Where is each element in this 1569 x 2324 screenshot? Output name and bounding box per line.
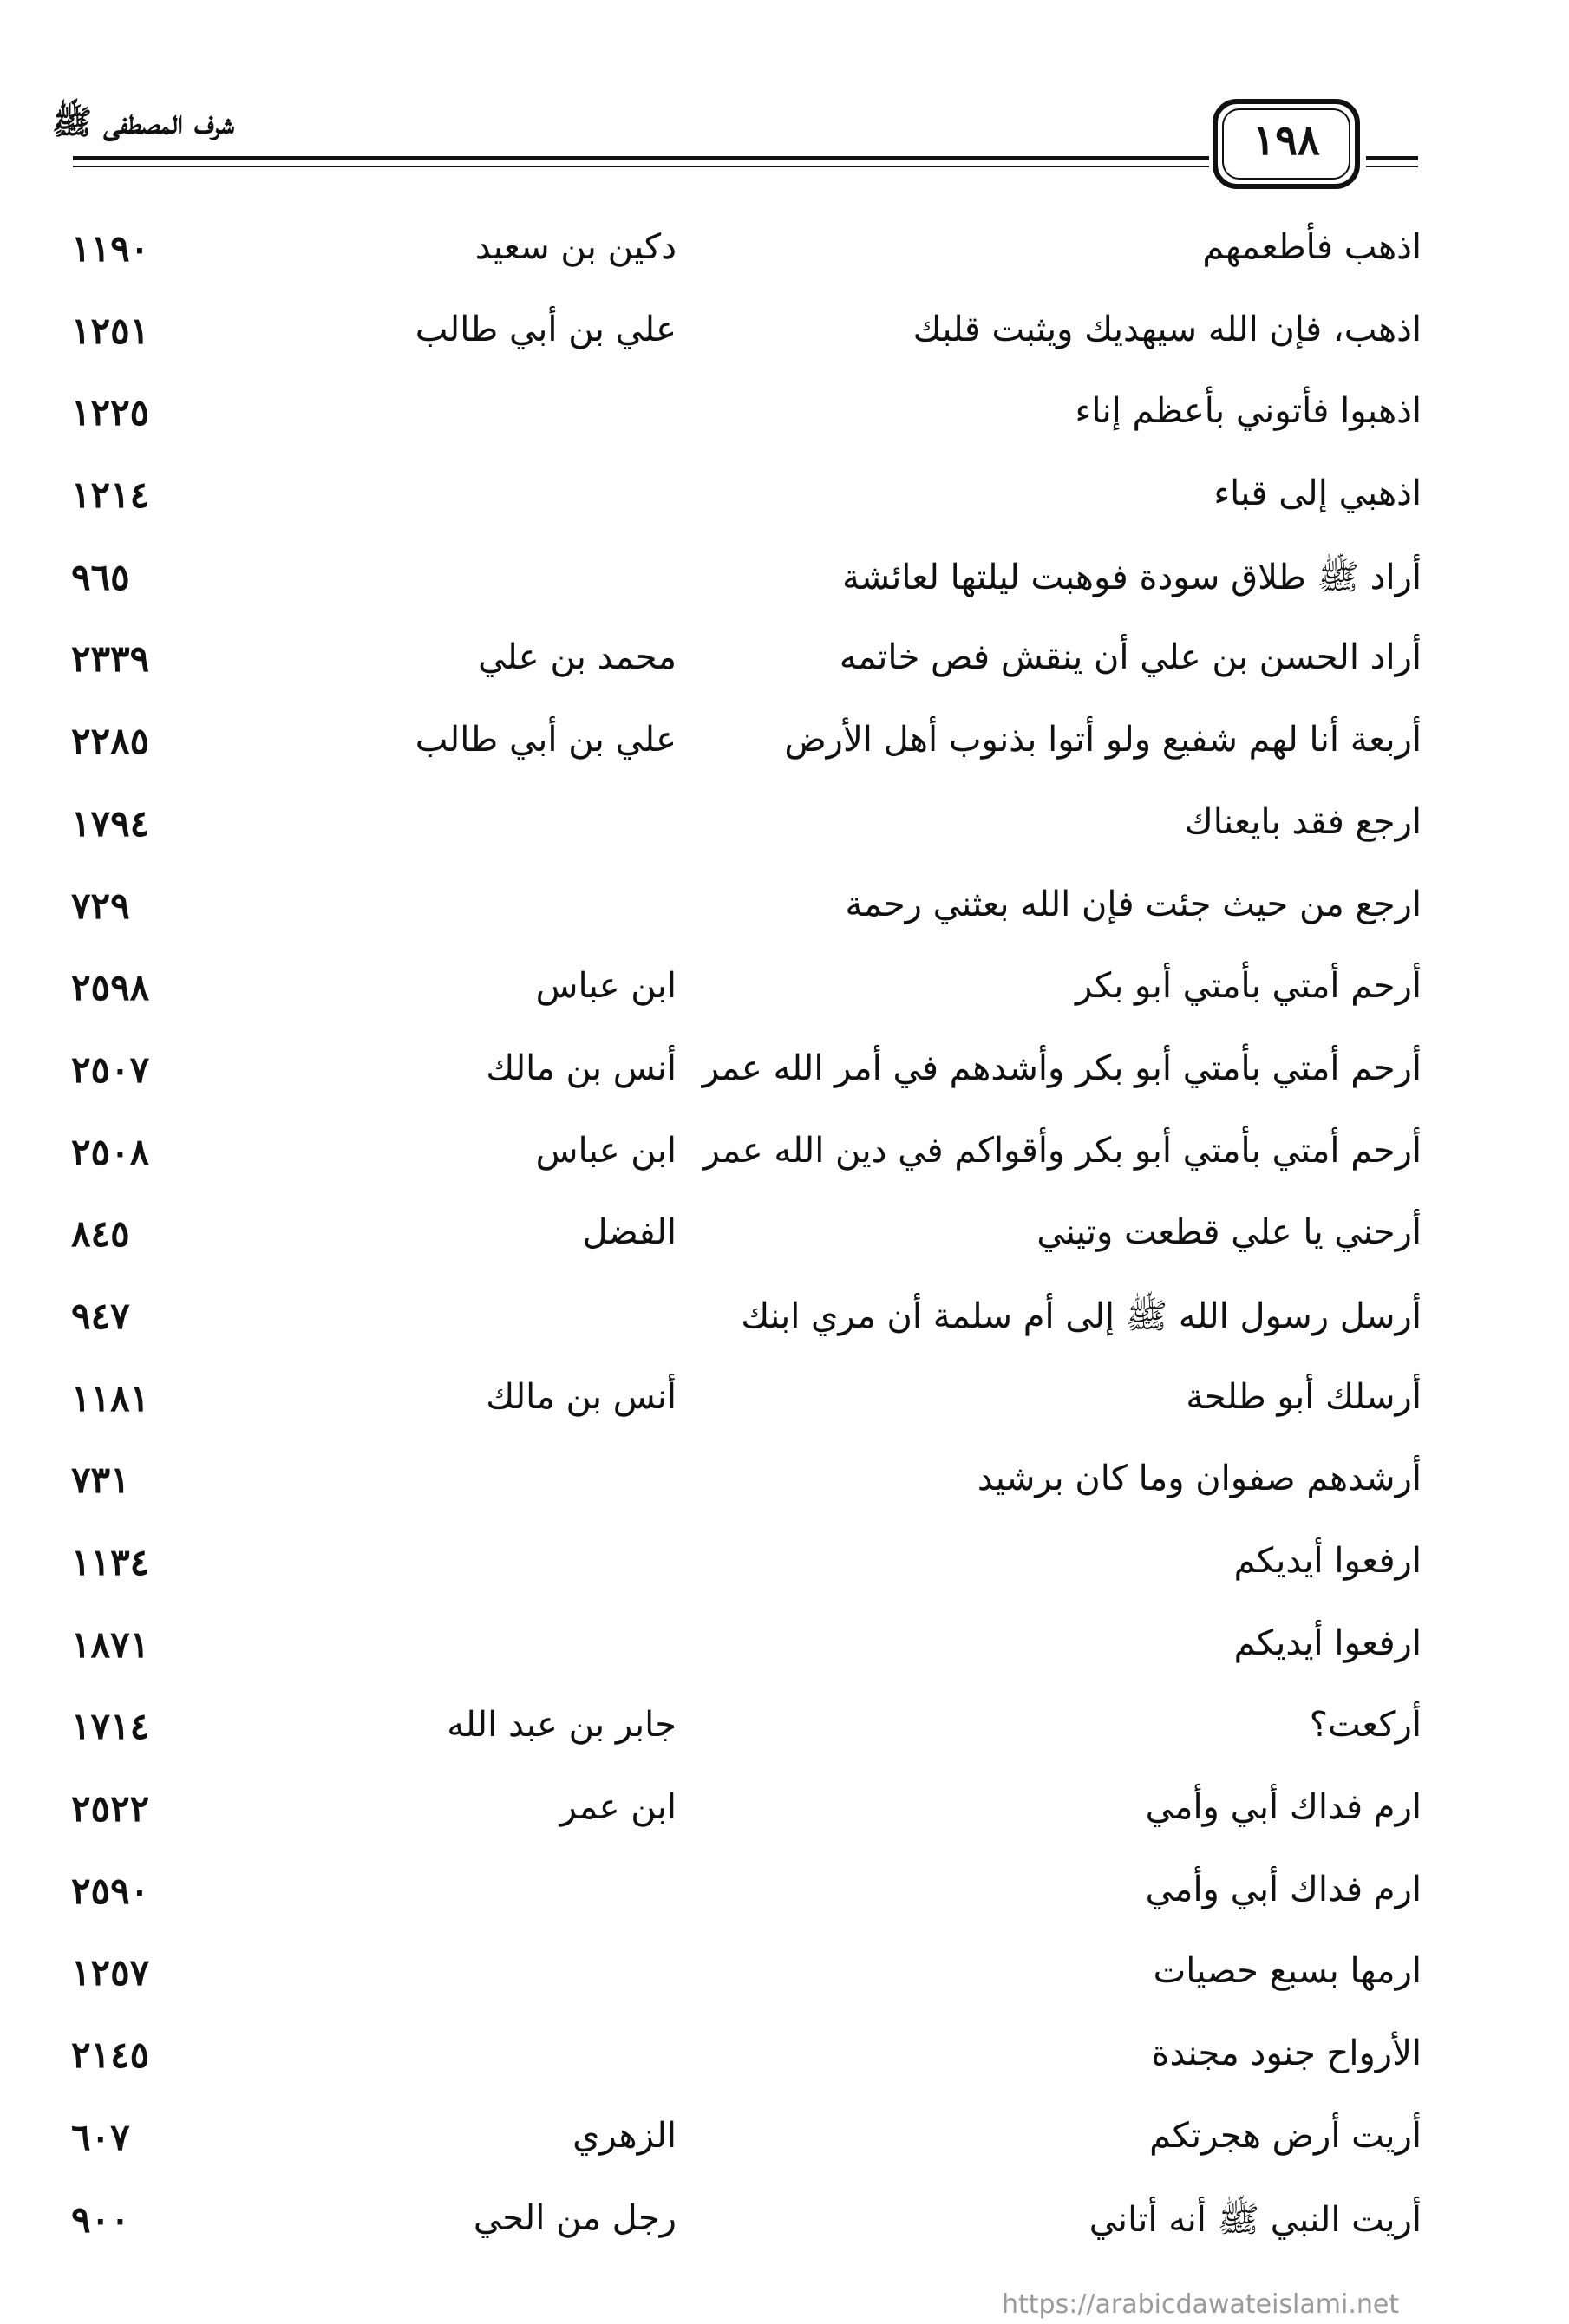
index-entry [0, 1611, 1569, 1694]
narrator: دكين بن سعيد [474, 227, 677, 267]
page-number-frame [1213, 99, 1360, 189]
hadith-text: اذهبي إلى قباء [1213, 473, 1422, 514]
narrator: علي بن أبي طالب [415, 720, 677, 761]
hadith-text: ارفعوا أيديكم [1233, 1622, 1422, 1663]
narrator: رجل من الحي [473, 2197, 677, 2238]
narrator: ابن عمر [559, 1787, 677, 1828]
hadith-number: ١٢١٤ [71, 473, 150, 517]
index-entry [0, 1857, 1569, 1940]
hadith-text: أريت أرض هجرتكم [1149, 2115, 1422, 2156]
header-rule [73, 156, 1209, 160]
index-entry [0, 1529, 1569, 1611]
index-entry [0, 1200, 1569, 1283]
hadith-text: ارجع من حيث جئت فإن الله بعثني رحمة [845, 884, 1422, 924]
index-entry [0, 1365, 1569, 1447]
narrator: جابر بن عبد الله [447, 1705, 677, 1746]
narrator: الزهري [572, 2115, 677, 2156]
index-entry [0, 1283, 1569, 1365]
hadith-number: ١٢٢٥ [71, 391, 150, 434]
index-entry [0, 2021, 1569, 2104]
hadith-number: ٦٠٧ [71, 2115, 130, 2158]
hadith-text: أرسلك أبو طلحة [1186, 1376, 1422, 1417]
hadith-text: ارم فداك أبي وأمي [1145, 1787, 1422, 1828]
hadith-number: ١١٨١ [71, 1376, 150, 1420]
hadith-text: ارم فداك أبي وأمي [1145, 1869, 1422, 1909]
header-rule [1366, 166, 1418, 167]
narrator: ابن عباس [535, 966, 677, 1007]
hadith-text: أراد ﷺ طلاق سودة فوهبت ليلتها لعائشة [841, 557, 1422, 597]
narrator: ابن عباس [535, 1130, 677, 1171]
hadith-text: أرحم أمتي بأمتي أبو بكر [1075, 966, 1422, 1007]
hadith-number: ٩٠٠ [71, 2197, 130, 2241]
hadith-number: ٧٣١ [71, 1459, 130, 1502]
hadith-text: اذهبوا فأتوني بأعظم إناء [1075, 391, 1422, 432]
hadith-text: الأرواح جنود مجندة [1151, 2034, 1422, 2074]
hadith-number: ٧٢٩ [71, 884, 130, 927]
hadith-number: ٢٥٠٨ [71, 1130, 150, 1173]
hadith-number: ١٨٧١ [71, 1622, 150, 1666]
narrator: الفضل [582, 1212, 677, 1253]
hadith-index-list [0, 215, 1569, 2268]
hadith-text: ارجع فقد بايعناك [1184, 801, 1422, 842]
index-entry [0, 1775, 1569, 1857]
index-entry [0, 544, 1569, 626]
hadith-text: أراد الحسن بن علي أن ينقش فص خاتمه [839, 637, 1422, 678]
index-entry [0, 1693, 1569, 1775]
header-rule [73, 166, 1209, 167]
hadith-text: اذهب فأطعمهم [1202, 227, 1422, 267]
narrator: علي بن أبي طالب [415, 309, 677, 349]
watermark-url: https://arabicdawateislami.net [1002, 2289, 1400, 2320]
book-title: شرف المصطفى ﷺ [52, 102, 234, 141]
hadith-number: ٢٢٨٥ [71, 720, 150, 763]
index-entry [0, 625, 1569, 708]
hadith-text: أرحم أمتي بأمتي أبو بكر وأقواكم في دين الله عمر [703, 1130, 1422, 1171]
index-entry [0, 1036, 1569, 1119]
index-entry [0, 215, 1569, 297]
hadith-number: ١١٩٠ [71, 227, 150, 270]
hadith-number: ٨٤٥ [71, 1212, 130, 1256]
hadith-text: أربعة أنا لهم شفيع ولو أتوا بذنوب أهل الأرض [784, 720, 1422, 761]
hadith-text: أرشدهم صفوان وما كان برشيد [977, 1459, 1422, 1499]
index-entry [0, 1939, 1569, 2021]
hadith-number: ١٢٥٧ [71, 1951, 150, 1994]
hadith-number: ١٧٩٤ [71, 801, 150, 845]
hadith-text: أرسل رسول الله ﷺ إلى أم سلمة أن مري ابنك [741, 1296, 1422, 1336]
hadith-number: ٢٥٩٠ [71, 1869, 150, 1912]
index-entry [0, 379, 1569, 461]
hadith-text: ارفعوا أيديكم [1233, 1541, 1422, 1581]
narrator: أنس بن مالك [486, 1048, 677, 1088]
hadith-text: أرحني يا علي قطعت وتيني [1036, 1212, 1422, 1253]
hadith-text: أرحم أمتي بأمتي أبو بكر وأشدهم في أمر الله عمر [702, 1048, 1422, 1088]
hadith-number: ١٢٥١ [71, 309, 150, 352]
hadith-text: أركعت؟ [1309, 1705, 1422, 1746]
hadith-number: ١٧١٤ [71, 1705, 150, 1748]
index-entry [0, 297, 1569, 380]
narrator: محمد بن علي [478, 637, 677, 678]
hadith-number: ٩٦٥ [71, 555, 130, 598]
hadith-text: أريت النبي ﷺ أنه أتاني [1088, 2199, 1422, 2240]
index-entry [0, 2186, 1569, 2269]
hadith-text: ارمها بسبع حصيات [1153, 1951, 1422, 1992]
hadith-number: ٢٥٢٢ [71, 1787, 150, 1831]
hadith-number: ٢٥٠٧ [71, 1048, 150, 1091]
hadith-text: اذهب، فإن الله سيهديك ويثبت قلبك [912, 309, 1422, 349]
page-number: ١٩٨ [1252, 116, 1320, 165]
index-entry [0, 2104, 1569, 2186]
hadith-number: ١١٣٤ [71, 1541, 150, 1583]
index-entry [0, 708, 1569, 790]
index-entry [0, 1446, 1569, 1529]
hadith-number: ٢١٤٥ [71, 2034, 150, 2077]
hadith-number: ٢٣٣٩ [71, 637, 150, 681]
page-header [0, 0, 1569, 208]
narrator: أنس بن مالك [486, 1376, 677, 1417]
index-entry [0, 790, 1569, 872]
index-entry [0, 954, 1569, 1036]
index-entry [0, 1119, 1569, 1201]
header-rule [1366, 156, 1418, 160]
index-entry [0, 461, 1569, 544]
index-entry [0, 872, 1569, 955]
hadith-number: ٢٥٩٨ [71, 966, 150, 1009]
hadith-number: ٩٤٧ [71, 1294, 130, 1337]
